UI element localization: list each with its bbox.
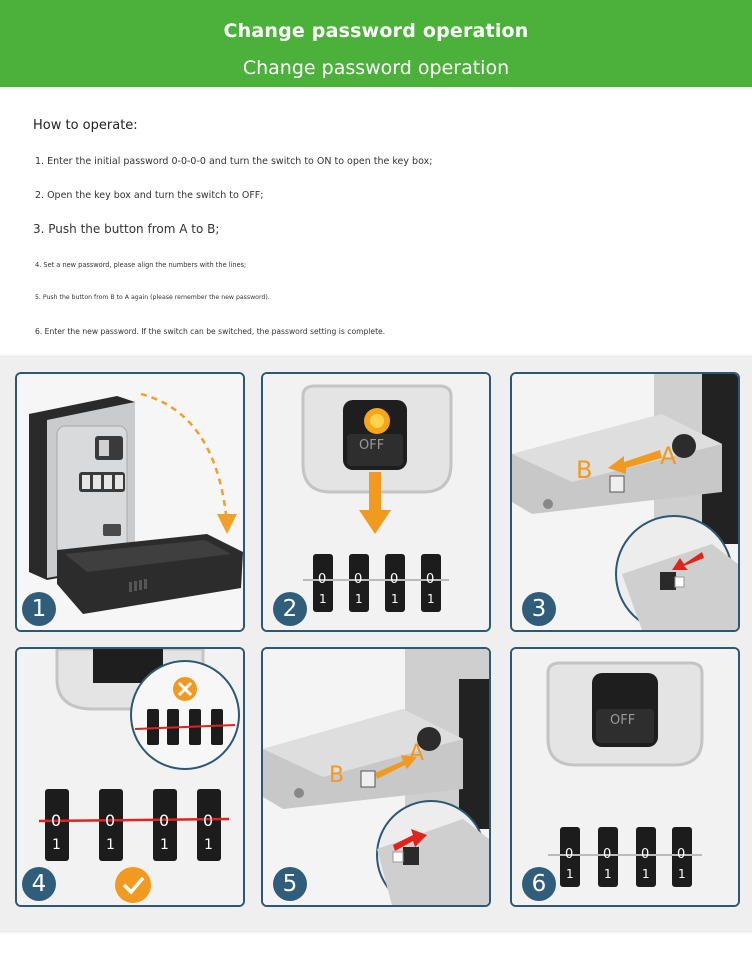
instruction-step-2: 2. Open the key box and turn the switch to OFF; bbox=[35, 190, 264, 201]
step-panel-2 bbox=[261, 372, 491, 632]
dial-digit: 1 bbox=[391, 592, 399, 606]
dial-digit: 1 bbox=[204, 837, 213, 853]
dial-digit: 1 bbox=[642, 867, 650, 881]
switch-off-label: OFF bbox=[610, 713, 636, 728]
header-title: Change password operation bbox=[223, 20, 529, 42]
dial-digit: 1 bbox=[604, 867, 612, 881]
step-panel-6 bbox=[510, 647, 740, 907]
instruction-step-4: 4. Set a new password, please align the numbers with the lines; bbox=[35, 261, 247, 269]
step-panel-4 bbox=[15, 647, 245, 907]
dial-digit: 1 bbox=[106, 837, 115, 853]
dial-digit: 0 bbox=[390, 572, 399, 587]
step-number-badge: 2 bbox=[273, 592, 307, 626]
dial-digit: 0 bbox=[203, 811, 214, 830]
dial-digit: 0 bbox=[159, 811, 170, 830]
header-banner bbox=[0, 0, 752, 87]
dial-digit: 0 bbox=[426, 572, 435, 587]
step-panel-1 bbox=[15, 372, 245, 632]
dial-digit: 1 bbox=[160, 837, 169, 853]
dial-digit: 1 bbox=[678, 867, 686, 881]
open-keybox-illustration bbox=[17, 374, 243, 630]
step-number-badge: 1 bbox=[22, 592, 56, 626]
label-a: A bbox=[409, 741, 425, 766]
label-b: B bbox=[329, 763, 345, 788]
step-panel-5 bbox=[261, 647, 491, 907]
dial-digit: 0 bbox=[677, 847, 686, 862]
label-b: B bbox=[576, 456, 593, 484]
dial-digit: 1 bbox=[319, 592, 327, 606]
instruction-step-3: 3. Push the button from A to B; bbox=[33, 222, 220, 236]
dial-digit: 0 bbox=[603, 847, 612, 862]
dial-digit: 0 bbox=[354, 572, 363, 587]
instruction-step-5: 5. Push the button from B to A again (please remember the new password). bbox=[35, 294, 270, 301]
dial-digit: 1 bbox=[355, 592, 363, 606]
dial-digit: 0 bbox=[565, 847, 574, 862]
header-subtitle: Change password operation bbox=[242, 57, 510, 79]
dial-digit: 1 bbox=[427, 592, 435, 606]
step-number-badge: 5 bbox=[273, 867, 307, 901]
step-number-badge: 4 bbox=[22, 867, 56, 901]
dial-digit: 0 bbox=[318, 572, 327, 587]
step-number-badge: 6 bbox=[522, 867, 556, 901]
switch-off-illustration bbox=[263, 374, 489, 630]
dial-digit: 1 bbox=[566, 867, 574, 881]
dial-digit: 1 bbox=[52, 837, 61, 853]
step-number-badge: 3 bbox=[522, 592, 556, 626]
step-panel-3 bbox=[510, 372, 740, 632]
label-a: A bbox=[660, 442, 677, 470]
switch-off-label: OFF bbox=[359, 438, 385, 453]
push-a-to-b-illustration bbox=[512, 374, 738, 630]
instructions-heading: How to operate: bbox=[33, 118, 138, 133]
instruction-step-1: 1. Enter the initial password 0-0-0-0 and turn the switch to ON to open the key box; bbox=[35, 156, 433, 167]
dial-digit: 0 bbox=[51, 811, 62, 830]
instruction-step-6: 6. Enter the new password. If the switch can be switched, the password setting is complete. bbox=[35, 327, 386, 336]
dial-digit: 0 bbox=[641, 847, 650, 862]
align-digits-illustration bbox=[17, 649, 243, 907]
dial-digit: 0 bbox=[105, 811, 116, 830]
